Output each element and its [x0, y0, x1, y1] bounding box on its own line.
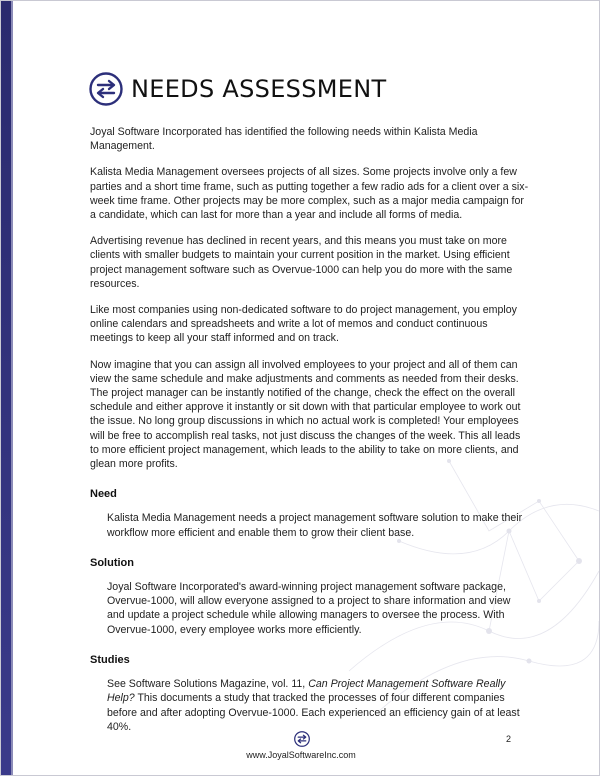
- left-accent-line: [11, 1, 13, 776]
- paragraph: Kalista Media Management oversees projects of all sizes. Some projects involve only a few parties and a short time frame, such as putting together a few radio ads for a client over a six-week time frame. Other projects may be more complex, such as a major media campaign for a candidate, which can last for more than a year and include all forms of media.: [90, 166, 529, 222]
- section-text-need: Kalista Media Management needs a project management software solution to make their workflow more efficient and enable them to grow their client base.: [107, 512, 523, 539]
- swap-arrows-circle-icon: [89, 72, 123, 106]
- paragraph: Advertising revenue has declined in recent years, and this means you must take on more clients with smaller budgets to maintain your current position in the market. Using efficient project management software such as Overvue-1000 can help you do more with the same resources.: [90, 235, 513, 290]
- page-title: NEEDS ASSESSMENT: [131, 75, 387, 103]
- main-content: [90, 125, 530, 734]
- studies-text-after: This documents a study that tracked the processes of four different companies before and after adopting Overvue-1000. Each experienced an efficiency gain of at least 40%.: [107, 692, 520, 733]
- page-header: [89, 71, 386, 107]
- page-number: 2: [506, 734, 512, 744]
- left-accent-bar: [1, 1, 11, 776]
- section-heading-solution: Solution: [90, 556, 134, 569]
- footer-website-url[interactable]: www.JoyalSoftwareInc.com: [246, 750, 356, 760]
- section-heading-studies: Studies: [90, 653, 130, 666]
- section-heading-need: Need: [90, 488, 117, 501]
- paragraph: Now imagine that you can assign all involved employees to your project and all of them can view the same schedule and make adjustments and comments as needed from their desks. The project manager can be instantly notified of the change, check the effect on the overall schedule and either approve it instantly or sit down with that particular employee to work out the issue. No long group discussions in which no actual work is completed! Your employees will be free to accomplish real tasks, not just discuss the changes of the week. This all leads to more efficient project management, which leads to the ability to take on more clients, and glean more profits.: [90, 358, 521, 471]
- swap-arrows-circle-icon: [294, 731, 310, 747]
- paragraph: Joyal Software Incorporated has identified the following needs within Kalista Media Management.: [90, 126, 478, 153]
- paragraph: Like most companies using non-dedicated software to do project management, you employ online calendars and spreadsheets and write a lot of memos and conduct continuous meetings to keep all your staff informed and on track.: [90, 304, 517, 345]
- section-text-solution: Joyal Software Incorporated's award-winning project management software package, Overvue-1000, will allow everyone assigned to a project to share information and view and update a project schedule while allowing managers to oversee the process. With Overvue-1000, every employee works more efficiently.: [107, 581, 511, 636]
- section-text-studies: [107, 677, 530, 734]
- studies-text-before: See Software Solutions Magazine, vol. 11,: [107, 678, 309, 691]
- studies-article-title: Can Project Management Software Really Help?: [107, 678, 506, 705]
